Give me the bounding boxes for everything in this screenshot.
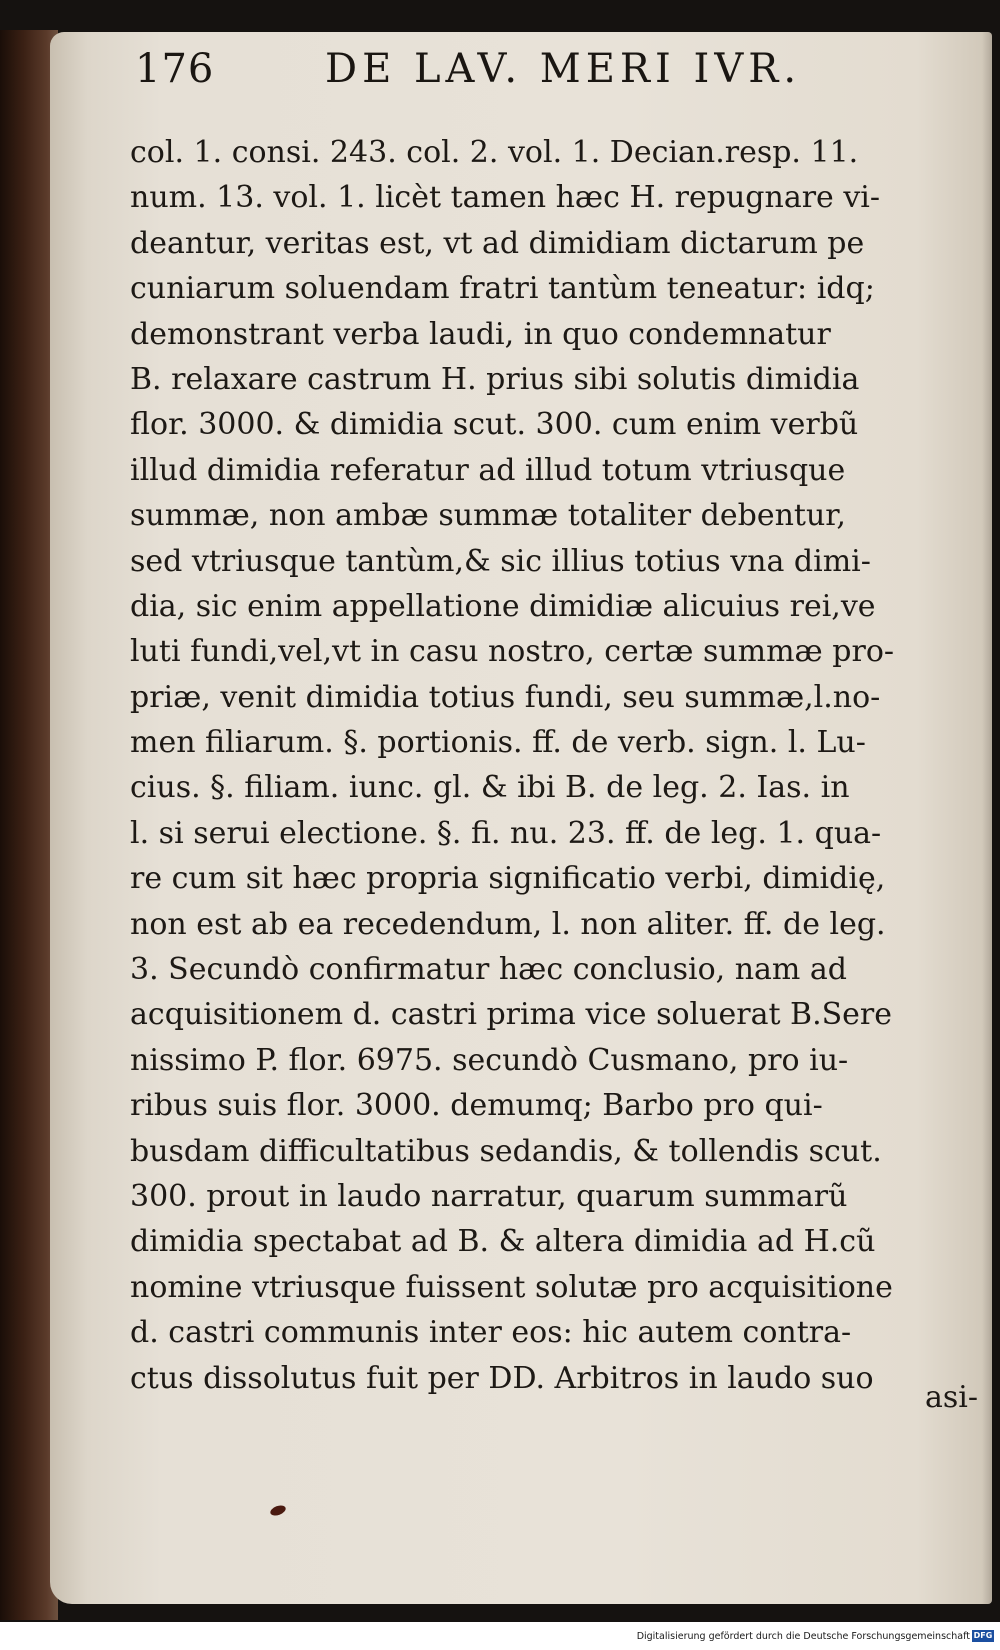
text-line: 300. prout in laudo narratur, quarum summarũ (130, 1178, 848, 1214)
text-line: sed vtriusque tantùm,& sic illius totius vna dimi- (130, 543, 871, 579)
dfg-logo: DFG (973, 1631, 993, 1640)
text-line: luti fundi,vel,vt in casu nostro, certæ summæ pro- (130, 634, 895, 670)
text-line: deantur, veritas est, vt ad dimidiam dictarum pe (130, 225, 865, 261)
text-line: nomine vtriusque fuissent solutæ pro acquisitione (130, 1269, 893, 1305)
text-line: 3. Secundò confirmatur hæc conclusio, nam ad (130, 952, 847, 988)
text-line: priæ, venit dimidia totius fundi, seu summæ,l.no- (130, 679, 881, 715)
text-line: busdam difficultatibus sedandis, & tollendis scut. (130, 1133, 882, 1169)
text-line: dia, sic enim appellatione dimidiæ alicuius rei,ve (130, 588, 876, 624)
text-line: num. 13. vol. 1. licèt tamen hæc H. repugnare vi- (130, 180, 881, 216)
text-line: cius. §. filiam. iunc. gl. & ibi B. de leg. 2. Ias. in (130, 770, 850, 806)
text-line: demonstrant verba laudi, in quo condemnatur (130, 316, 831, 352)
text-line: summæ, non ambæ summæ totaliter debentur, (130, 498, 846, 534)
text-line: non est ab ea recedendum, l. non aliter. ff. de leg. (130, 906, 886, 942)
text-line: acquisitionem d. castri prima vice soluerat B.Sere (130, 997, 893, 1033)
text-line: d. castri communis inter eos: hic autem contra- (130, 1315, 852, 1351)
text-line: ctus dissolutus fuit per DD. Arbitros in laudo suo (130, 1360, 874, 1396)
text-line: illud dimidia referatur ad illud totum vtriusque (130, 452, 846, 488)
text-line: nissimo P. flor. 6975. secundò Cusmano, pro iu- (130, 1042, 849, 1078)
catchword: asi- (925, 1380, 979, 1415)
text-line: col. 1. consi. 243. col. 2. vol. 1. Decian.resp. 11. (130, 135, 859, 170)
text-line: dimidia spectabat ad B. & altera dimidia ad H.cũ (130, 1224, 876, 1260)
running-head: DE LAV. MERI IVR. (325, 46, 802, 92)
body-text (130, 130, 985, 1401)
text-line: flor. 3000. & dimidia scut. 300. cum enim verbũ (130, 407, 859, 443)
digitization-credit: Digitalisierung gefördert durch die Deutsche Forschungsgemeinschaft (636, 1631, 970, 1642)
page-number: 176 (135, 46, 215, 92)
text-line: cuniarum soluendam fratri tantùm teneatur: idq; (130, 271, 875, 307)
text-line: ribus suis flor. 3000. demumq; Barbo pro qui- (130, 1088, 823, 1124)
text-line: men filiarum. §. portionis. ff. de verb. sign. l. Lu- (130, 725, 866, 761)
page-header (135, 46, 835, 106)
text-line: re cum sit hæc propria significatio verbi, dimidię, (130, 861, 886, 897)
text-line: B. relaxare castrum H. prius sibi solutis dimidia (130, 361, 860, 397)
text-line: l. si serui electione. §. fi. nu. 23. ff. de leg. 1. qua- (130, 815, 882, 851)
